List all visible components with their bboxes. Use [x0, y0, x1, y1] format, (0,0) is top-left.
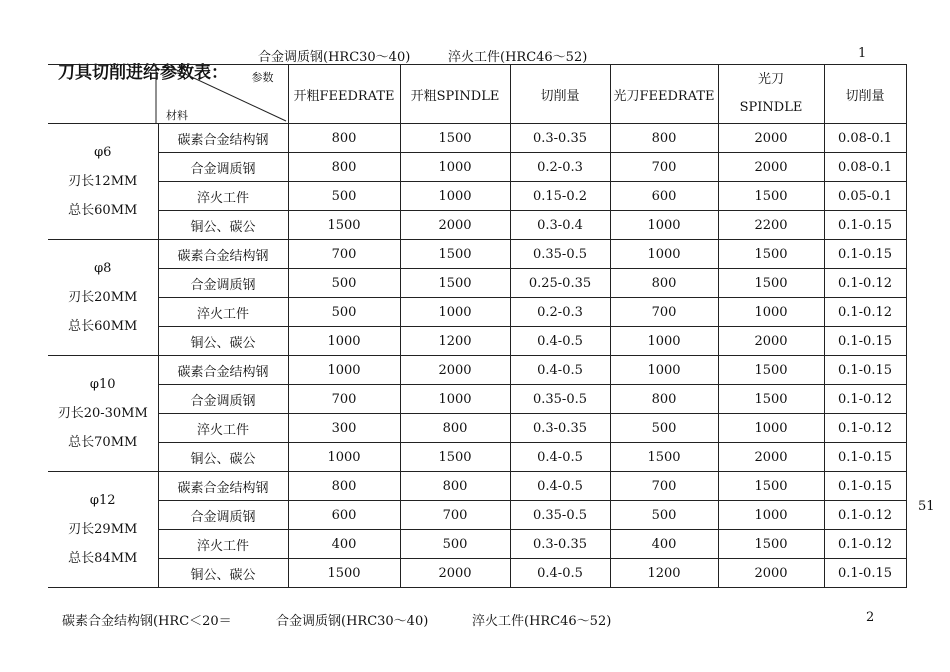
cut-amount-cell: 0.3-0.35 [510, 124, 610, 153]
finish-feedrate-cell: 500 [610, 414, 718, 443]
finish-spindle-cell: 1500 [718, 530, 824, 559]
header-material-label: 材料 [166, 109, 188, 122]
material-cell: 铜公、碳公 [158, 327, 288, 356]
header-finish-spindle [718, 65, 824, 124]
top-note-hardened: 淬火工件(HRC46～52) [448, 50, 588, 65]
table-row [48, 472, 906, 501]
cut-amount-cell: 0.4-0.5 [510, 327, 610, 356]
material-cell: 淬火工件 [158, 298, 288, 327]
table-row [48, 385, 906, 414]
rough-spindle-cell: 2000 [400, 211, 510, 240]
cut-amount-2-cell: 0.1-0.12 [824, 385, 906, 414]
rough-feedrate-cell: 1000 [288, 327, 400, 356]
finish-feedrate-cell: 700 [610, 153, 718, 182]
header-param-label: 参数 [251, 71, 274, 84]
finish-spindle-cell: 2000 [718, 327, 824, 356]
tool-total-length: 总长70MM [68, 435, 138, 450]
rough-spindle-cell: 1500 [400, 124, 510, 153]
tool-total-length: 总长60MM [68, 319, 138, 334]
rough-spindle-cell: 1500 [400, 240, 510, 269]
rough-spindle-cell: 1200 [400, 327, 510, 356]
table-row [48, 414, 906, 443]
cut-amount-cell: 0.3-0.35 [510, 414, 610, 443]
rough-spindle-cell: 800 [400, 472, 510, 501]
side-number: 51 [918, 499, 935, 514]
rough-feedrate-cell: 1500 [288, 559, 400, 588]
rough-spindle-cell: 1000 [400, 298, 510, 327]
finish-spindle-cell: 2000 [718, 124, 824, 153]
table-row [48, 443, 906, 472]
cut-amount-2-cell: 0.1-0.15 [824, 472, 906, 501]
cut-amount-cell: 0.35-0.5 [510, 385, 610, 414]
cut-amount-2-cell: 0.1-0.15 [824, 559, 906, 588]
material-cell: 铜公、碳公 [158, 211, 288, 240]
cut-amount-cell: 0.4-0.5 [510, 356, 610, 385]
rough-feedrate-cell: 700 [288, 240, 400, 269]
finish-spindle-cell: 1500 [718, 472, 824, 501]
finish-feedrate-cell: 800 [610, 385, 718, 414]
cut-amount-cell: 0.2-0.3 [510, 153, 610, 182]
tool-flute-length: 刃长12MM [68, 174, 138, 189]
material-cell: 合金调质钢 [158, 153, 288, 182]
finish-feedrate-cell: 700 [610, 298, 718, 327]
table-body [48, 124, 906, 588]
finish-feedrate-cell: 700 [610, 472, 718, 501]
header-finish-spindle-line1: 光刀 [757, 72, 784, 87]
rough-spindle-cell: 2000 [400, 356, 510, 385]
finish-spindle-cell: 1500 [718, 240, 824, 269]
tool-flute-length: 刃长20-30MM [57, 406, 148, 421]
top-note-alloy: 合金调质钢(HRC30～40) [258, 50, 411, 65]
rough-feedrate-cell: 800 [288, 153, 400, 182]
material-cell: 合金调质钢 [158, 385, 288, 414]
header-row [48, 65, 906, 124]
tool-total-length: 总长84MM [68, 551, 138, 566]
table-row [48, 182, 906, 211]
finish-spindle-cell: 2000 [718, 443, 824, 472]
cut-amount-cell: 0.4-0.5 [510, 472, 610, 501]
cut-amount-2-cell: 0.05-0.1 [824, 182, 906, 211]
finish-spindle-cell: 1000 [718, 501, 824, 530]
table-row [48, 124, 906, 153]
table-row [48, 240, 906, 269]
rough-spindle-cell: 500 [400, 530, 510, 559]
cut-amount-2-cell: 0.1-0.15 [824, 443, 906, 472]
cut-amount-cell: 0.25-0.35 [510, 269, 610, 298]
finish-spindle-cell: 1000 [718, 414, 824, 443]
rough-feedrate-cell: 1500 [288, 211, 400, 240]
header-cut-amount: 切削量 [510, 65, 610, 124]
rough-spindle-cell: 1500 [400, 269, 510, 298]
finish-feedrate-cell: 1000 [610, 240, 718, 269]
cut-amount-cell: 0.4-0.5 [510, 443, 610, 472]
bottom-note-carbon: 碳素合金结构钢(HRC＜20＝ [62, 614, 232, 629]
tool-diameter: φ12 [89, 493, 116, 508]
table-row [48, 298, 906, 327]
tool-spec-cell [48, 240, 158, 356]
rough-feedrate-cell: 600 [288, 501, 400, 530]
cut-amount-cell: 0.15-0.2 [510, 182, 610, 211]
finish-feedrate-cell: 1500 [610, 443, 718, 472]
material-cell: 铜公、碳公 [158, 559, 288, 588]
table-row [48, 501, 906, 530]
material-cell: 淬火工件 [158, 182, 288, 211]
cut-amount-2-cell: 0.1-0.12 [824, 269, 906, 298]
tool-flute-length: 刃长20MM [68, 290, 138, 305]
header-rough-feedrate: 开粗FEEDRATE [288, 65, 400, 124]
tool-diameter: φ6 [94, 145, 112, 160]
material-cell: 淬火工件 [158, 530, 288, 559]
finish-spindle-cell: 1500 [718, 182, 824, 211]
tool-spec-cell [48, 472, 158, 588]
table-row [48, 211, 906, 240]
material-cell: 碳素合金结构钢 [158, 240, 288, 269]
rough-spindle-cell: 1500 [400, 443, 510, 472]
tool-spec-cell [48, 356, 158, 472]
cut-amount-cell: 0.2-0.3 [510, 298, 610, 327]
page-title: 刀具切削进给参数表： [58, 63, 228, 83]
material-cell: 合金调质钢 [158, 269, 288, 298]
tool-total-length: 总长60MM [68, 203, 138, 218]
diagonal-header-cell [48, 65, 288, 124]
rough-spindle-cell: 700 [400, 501, 510, 530]
cutting-parameter-table [48, 64, 907, 588]
finish-spindle-cell: 1500 [718, 269, 824, 298]
rough-feedrate-cell: 800 [288, 124, 400, 153]
finish-spindle-cell: 2000 [718, 153, 824, 182]
material-cell: 碳素合金结构钢 [158, 472, 288, 501]
tool-spec-cell [48, 124, 158, 240]
header-finish-feedrate: 光刀FEEDRATE [610, 65, 718, 124]
tool-diameter: φ10 [89, 377, 116, 392]
rough-spindle-cell: 800 [400, 414, 510, 443]
cut-amount-2-cell: 0.08-0.1 [824, 124, 906, 153]
finish-feedrate-cell: 1000 [610, 356, 718, 385]
finish-spindle-cell: 2000 [718, 559, 824, 588]
rough-feedrate-cell: 700 [288, 385, 400, 414]
rough-feedrate-cell: 300 [288, 414, 400, 443]
table-row [48, 530, 906, 559]
cut-amount-cell: 0.35-0.5 [510, 240, 610, 269]
finish-feedrate-cell: 600 [610, 182, 718, 211]
rough-feedrate-cell: 500 [288, 182, 400, 211]
top-page-number: 1 [858, 46, 867, 61]
rough-spindle-cell: 2000 [400, 559, 510, 588]
table-row [48, 559, 906, 588]
bottom-note-hardened: 淬火工件(HRC46～52) [472, 614, 612, 629]
rough-feedrate-cell: 500 [288, 269, 400, 298]
cut-amount-cell: 0.35-0.5 [510, 501, 610, 530]
finish-feedrate-cell: 1000 [610, 211, 718, 240]
bottom-note-alloy: 合金调质钢(HRC30～40) [276, 614, 429, 629]
finish-feedrate-cell: 1200 [610, 559, 718, 588]
finish-spindle-cell: 1500 [718, 356, 824, 385]
rough-feedrate-cell: 1000 [288, 356, 400, 385]
rough-spindle-cell: 1000 [400, 153, 510, 182]
rough-feedrate-cell: 500 [288, 298, 400, 327]
finish-spindle-cell: 1500 [718, 385, 824, 414]
cut-amount-cell: 0.4-0.5 [510, 559, 610, 588]
cut-amount-2-cell: 0.1-0.15 [824, 211, 906, 240]
cut-amount-2-cell: 0.1-0.15 [824, 327, 906, 356]
header-cut-amount-2: 切削量 [824, 65, 906, 124]
finish-feedrate-cell: 1000 [610, 327, 718, 356]
cut-amount-2-cell: 0.1-0.12 [824, 414, 906, 443]
cut-amount-2-cell: 0.1-0.12 [824, 501, 906, 530]
tool-diameter: φ8 [94, 261, 112, 276]
finish-spindle-cell: 1000 [718, 298, 824, 327]
cut-amount-2-cell: 0.1-0.12 [824, 298, 906, 327]
finish-feedrate-cell: 800 [610, 124, 718, 153]
cut-amount-2-cell: 0.1-0.15 [824, 356, 906, 385]
rough-feedrate-cell: 400 [288, 530, 400, 559]
rough-spindle-cell: 1000 [400, 182, 510, 211]
header-rough-spindle: 开粗SPINDLE [400, 65, 510, 124]
finish-feedrate-cell: 500 [610, 501, 718, 530]
header-finish-spindle-line2: SPINDLE [739, 100, 803, 115]
material-cell: 碳素合金结构钢 [158, 124, 288, 153]
material-cell: 碳素合金结构钢 [158, 356, 288, 385]
rough-spindle-cell: 1000 [400, 385, 510, 414]
material-cell: 铜公、碳公 [158, 443, 288, 472]
cut-amount-cell: 0.3-0.4 [510, 211, 610, 240]
table-row [48, 356, 906, 385]
rough-feedrate-cell: 800 [288, 472, 400, 501]
cut-amount-2-cell: 0.1-0.12 [824, 530, 906, 559]
table-row [48, 153, 906, 182]
table-row [48, 327, 906, 356]
material-cell: 淬火工件 [158, 414, 288, 443]
cut-amount-cell: 0.3-0.35 [510, 530, 610, 559]
table-row [48, 269, 906, 298]
rough-feedrate-cell: 1000 [288, 443, 400, 472]
finish-feedrate-cell: 400 [610, 530, 718, 559]
bottom-page-number: 2 [866, 610, 875, 625]
material-cell: 合金调质钢 [158, 501, 288, 530]
cut-amount-2-cell: 0.1-0.15 [824, 240, 906, 269]
finish-spindle-cell: 2200 [718, 211, 824, 240]
tool-flute-length: 刃长29MM [68, 522, 138, 537]
finish-feedrate-cell: 800 [610, 269, 718, 298]
cut-amount-2-cell: 0.08-0.1 [824, 153, 906, 182]
